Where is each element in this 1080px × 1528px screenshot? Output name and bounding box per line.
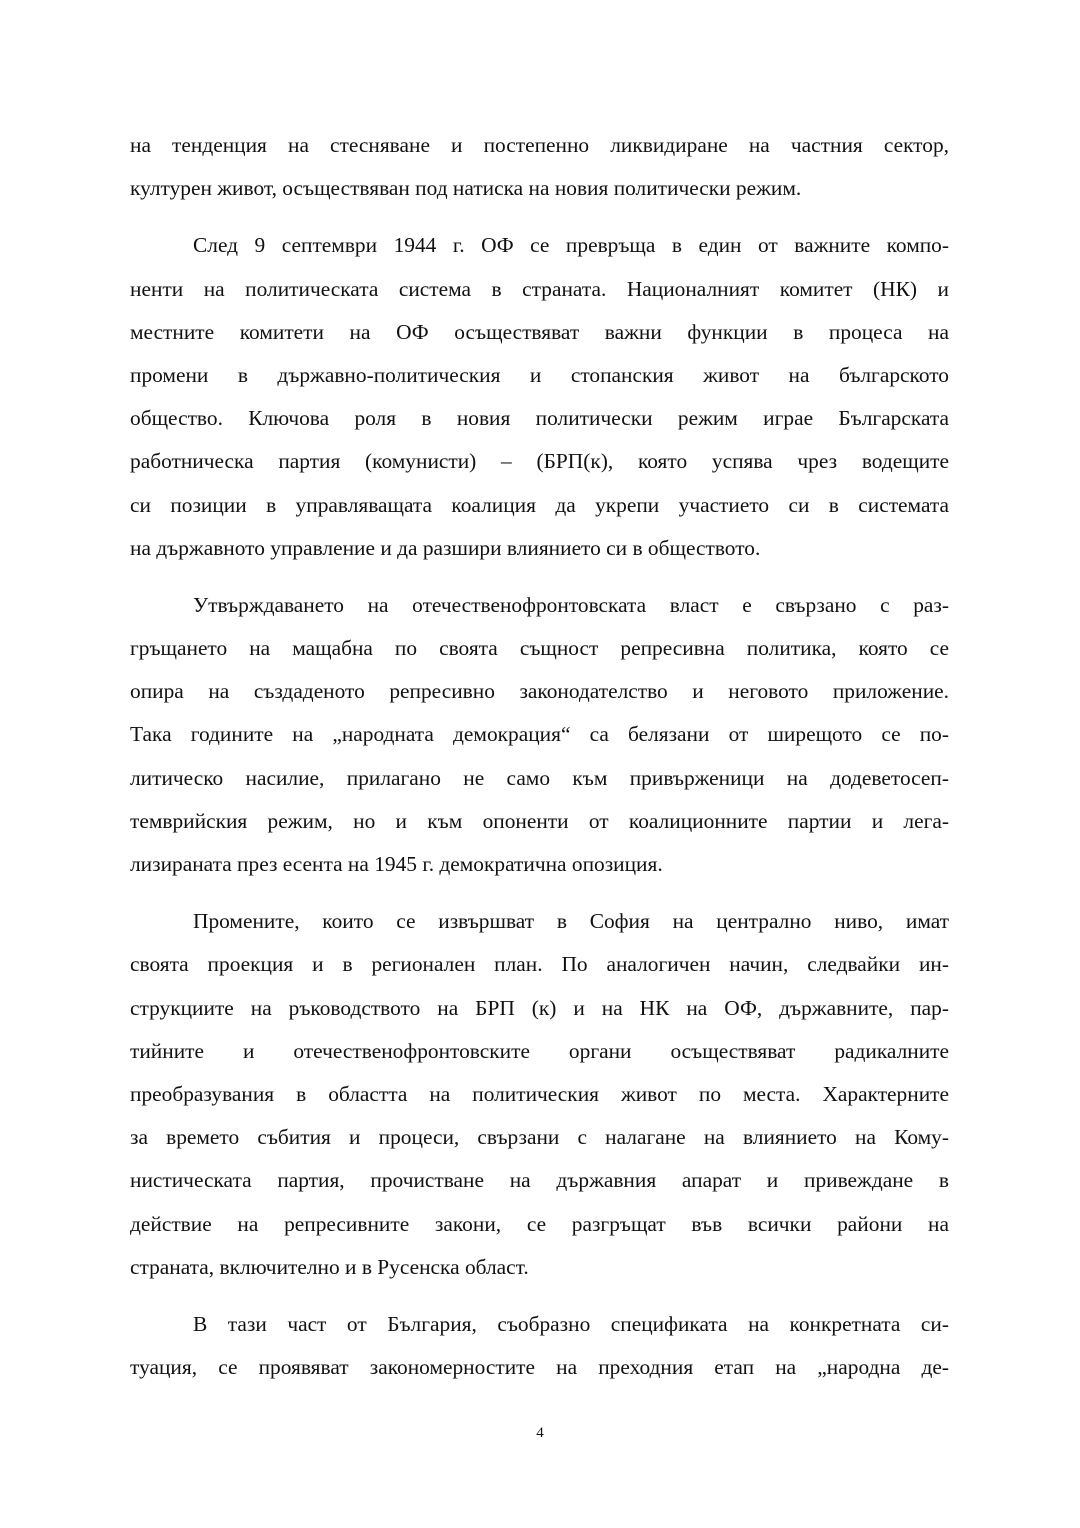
- text-line: страната, включително и в Русенска област.: [130, 1254, 529, 1279]
- text-line: туация, се проявяват закономерностите на преходния етап на „народна де-: [130, 1355, 949, 1380]
- text-line: културен живот, осъществяван под натиска на новия политически режим.: [130, 176, 802, 201]
- text-line: работническа партия (комунисти) – (БРП(к), която успява чрез водещите: [130, 449, 949, 474]
- text-line: След 9 септември 1944 г. ОФ се превръща в един от важните компо-: [193, 233, 949, 258]
- text-line: тийните и отечественофронтовските органи осъществяват радикалните: [130, 1038, 949, 1063]
- text-line: лизираната през есента на 1945 г. демократична опозиция.: [130, 852, 663, 876]
- text-line: струкциите на ръководството на БРП (к) и на НК на ОФ, държавните, пар-: [130, 995, 949, 1020]
- text-line: местните комитети на ОФ осъществяват важни функции в процеса на: [130, 319, 949, 344]
- text-line: общество. Ключова роля в новия политически режим играе Българската: [130, 406, 949, 431]
- text-line: си позиции в управляващата коалиция да укрепи участието си в системата: [130, 492, 949, 517]
- text-line: действие на репресивните закони, се разгръщат във всички райони на: [130, 1211, 949, 1236]
- text-line: опира на създаденото репресивно законодателство и неговото приложение.: [130, 679, 949, 704]
- text-line: гръщането на мащабна по своята същност репресивна политика, която се: [130, 636, 949, 661]
- text-line: литическо насилие, прилагано не само към привърженици на додеветосеп-: [130, 765, 949, 790]
- text-line: на държавното управление и да разшири влиянието си в обществото.: [130, 535, 761, 560]
- text-line: преобразувания в областта на политическия живот по места. Характерните: [130, 1081, 949, 1106]
- body-text: [130, 124, 949, 1389]
- text-line: за времето събития и процеси, свързани с налагане на влиянието на Кому-: [130, 1125, 949, 1150]
- text-line: нистическата партия, прочистване на държавния апарат и привеждане в: [130, 1168, 949, 1193]
- text-line: Промените, които се извършват в София на централно ниво, имат: [193, 909, 949, 934]
- text-line: В тази част от България, съобразно спецификата на конкретната си-: [193, 1311, 949, 1336]
- text-line: своята проекция и в регионален план. По аналогичен начин, следвайки ин-: [130, 952, 949, 977]
- page-number: 4: [536, 1425, 544, 1441]
- text-line: ненти на политическата система в страната. Националният комитет (НК) и: [130, 276, 949, 301]
- text-line: Така годините на „народната демокрация“ са белязани от ширещото се по-: [130, 722, 949, 747]
- text-line: промени в държавно-политическия и стопанския живот на българското: [130, 362, 949, 387]
- text-line: на тенденция на стесняване и постепенно ликвидиране на частния сектор,: [130, 133, 949, 157]
- text-line: Утвърждаването на отечественофронтовската власт е свързано с раз-: [193, 592, 949, 617]
- text-line: темврийския режим, но и към опоненти от коалиционните партии и лега-: [130, 808, 949, 833]
